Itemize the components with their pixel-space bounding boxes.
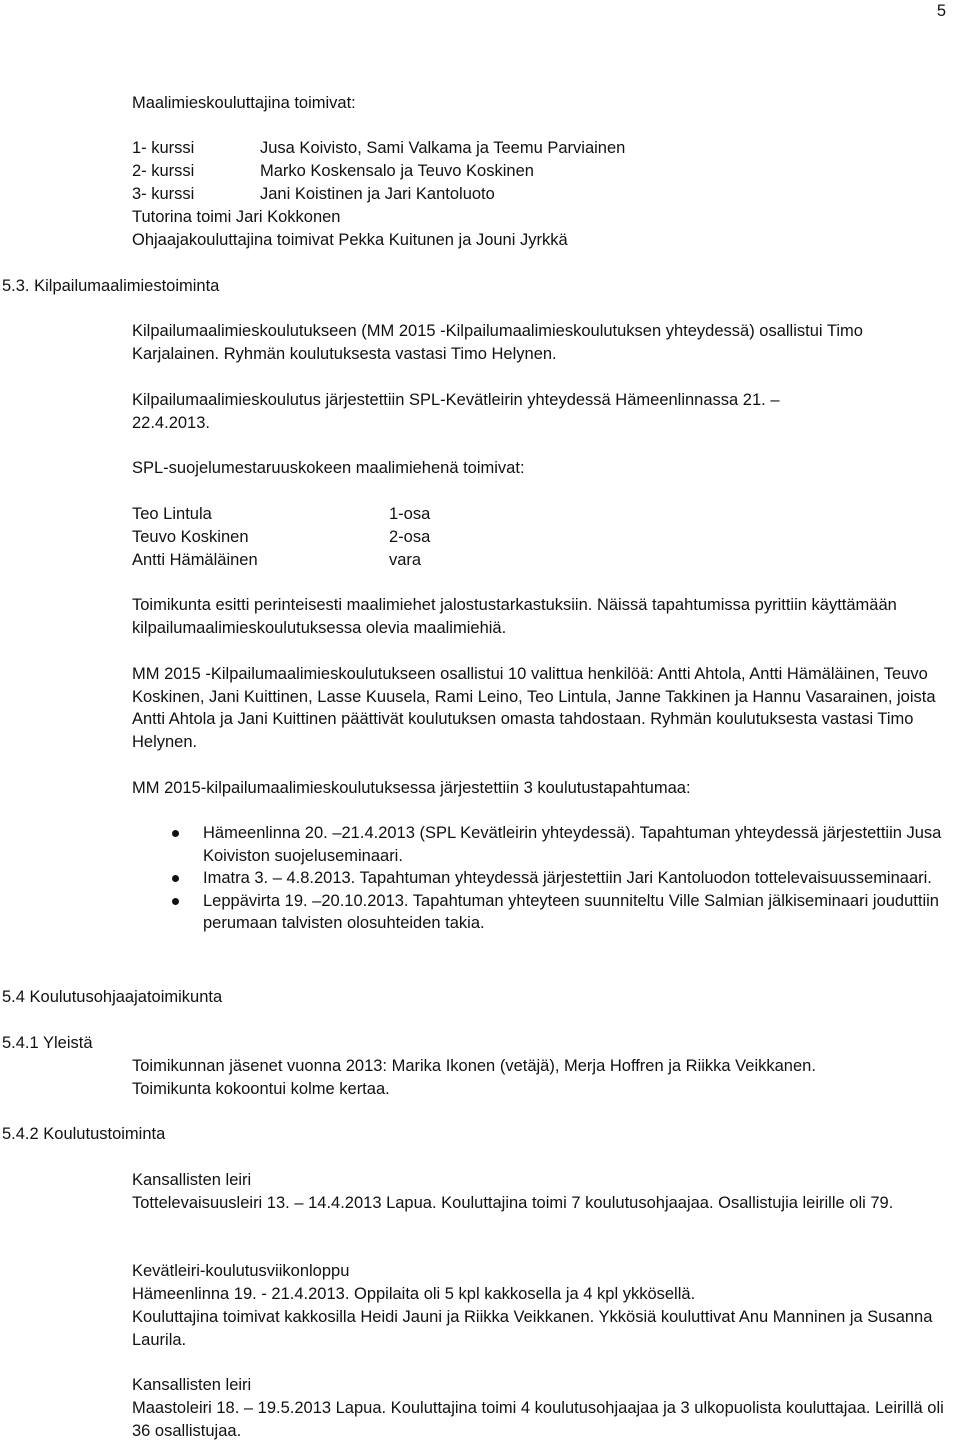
paragraph-line: Kilpailumaalimieskoulutus järjestettiin SPL-Kevätleirin yhteydessä Hämeenlinnassa 21. –: [132, 391, 780, 409]
person-role: vara: [389, 551, 422, 569]
person-role: 1-osa: [389, 505, 431, 523]
event-text: Leppävirta 19. –20.10.2013. Tapahtuman yhteyteen suunniteltu Ville Salmian jälkiseminaari jouduttiin perumaan talvisten olosuhteiden takia.: [203, 891, 939, 932]
camp-title: Kansallisten leiri: [132, 1171, 252, 1189]
spl-intro: SPL-suojelumestaruuskokeen maalimiehenä toimivat:: [132, 459, 525, 477]
instructor-line: Ohjaajakouluttajina toimivat Pekka Kuitunen ja Jouni Jyrkkä: [132, 231, 568, 249]
course-names: Jani Koistinen ja Jari Kantoluoto: [260, 185, 495, 203]
event-text: Hämeenlinna 20. –21.4.2013 (SPL Kevätleirin yhteydessä). Tapahtuman yhteydessä järjestettiin Jusa Koiviston suojeluseminaari.: [203, 824, 942, 865]
paragraph: Kilpailumaalimieskoulutukseen (MM 2015 -Kilpailumaalimieskoulutuksen yhteydessä) osallistui Timo Karjalainen. Ryhmän koulutuksesta vastasi Timo Helynen.: [132, 322, 863, 363]
tutor-line: Tutorina toimi Jari Kokkonen: [132, 208, 341, 226]
paragraph: Tottelevaisuusleiri 13. – 14.4.2013 Lapua. Kouluttajina toimi 7 koulutusohjaajaa. Osallistujia leirille oli 79.: [132, 1194, 894, 1212]
person-name: Teuvo Koskinen: [132, 528, 249, 546]
list-item: [132, 890, 948, 935]
events-list: [132, 822, 948, 935]
list-item: [132, 822, 948, 867]
subsection-heading-5-4-2: 5.4.2 Koulutustoiminta: [2, 1125, 166, 1143]
person-name: Teo Lintula: [132, 505, 212, 523]
course-names: Jusa Koivisto, Sami Valkama ja Teemu Parviainen: [260, 139, 626, 157]
camp-title: Kansallisten leiri: [132, 1376, 252, 1394]
camp-title: Kevätleiri-koulutusviikonloppu: [132, 1262, 350, 1280]
list-item: [132, 867, 948, 890]
course-label: 2- kurssi: [132, 162, 195, 180]
intro-text: Maalimieskouluttajina toimivat:: [132, 94, 356, 112]
paragraph-line: 22.4.2013.: [132, 414, 210, 432]
subsection-heading-5-4-1: 5.4.1 Yleistä: [2, 1034, 93, 1052]
section-heading-5-4: 5.4 Koulutusohjaajatoimikunta: [2, 988, 223, 1006]
paragraph: MM 2015 -Kilpailumaalimieskoulutukseen osallistui 10 valittua henkilöä: Antti Ahtola, Antti Hämäläinen, Teuvo Koskinen, Jani Kuittinen, Lasse Kuusela, Rami Leino, Teo Lintula, Janne Takkinen ja Hannu Vasarainen, joista Antti Ahtola ja Jani Kuittinen päättivät koulutuksen omasta tahdostaan. Ryhmän koulutuksesta vastasi Timo Helynen.: [132, 665, 936, 751]
course-label: 3- kurssi: [132, 185, 195, 203]
course-label: 1- kurssi: [132, 139, 195, 157]
events-intro: MM 2015-kilpailumaalimieskoulutuksessa järjestettiin 3 koulutustapahtumaa:: [132, 779, 691, 797]
person-role: 2-osa: [389, 528, 431, 546]
paragraph: Kouluttajina toimivat kakkosilla Heidi Jauni ja Riikka Veikkanen. Ykkösiä kouluttivat Anu Manninen ja Susanna Laurila.: [132, 1308, 933, 1349]
bullet-icon: [172, 898, 179, 905]
event-text: Imatra 3. – 4.8.2013. Tapahtuman yhteydessä järjestettiin Jari Kantoluodon tottelevaisuusseminaari.: [203, 869, 932, 887]
bullet-icon: [172, 875, 179, 882]
paragraph: Maastoleiri 18. – 19.5.2013 Lapua. Kouluttajina toimi 4 koulutusohjaajaa ja 3 ulkopuolista kouluttajaa. Leirillä oli 36 osallistujaa.: [132, 1399, 944, 1440]
paragraph: Toimikunnan jäsenet vuonna 2013: Marika Ikonen (vetäjä), Merja Hoffren ja Riikka Veikkanen. Toimikunta kokoontui kolme kertaa.: [132, 1057, 816, 1098]
bullet-icon: [172, 830, 179, 837]
page-number: 5: [936, 2, 946, 20]
section-heading-5-3: 5.3. Kilpailumaalimiestoiminta: [2, 277, 220, 295]
course-names: Marko Koskensalo ja Teuvo Koskinen: [260, 162, 534, 180]
person-name: Antti Hämäläinen: [132, 551, 258, 569]
paragraph-line: Hämeenlinna 19. - 21.4.2013. Oppilaita oli 5 kpl kakkosella ja 4 kpl ykkösellä.: [132, 1285, 696, 1303]
paragraph: Toimikunta esitti perinteisesti maalimiehet jalostustarkastuksiin. Näissä tapahtumissa pyrittiin käyttämään kilpailumaalimieskoulutuksessa olevia maalimiehiä.: [132, 596, 897, 637]
